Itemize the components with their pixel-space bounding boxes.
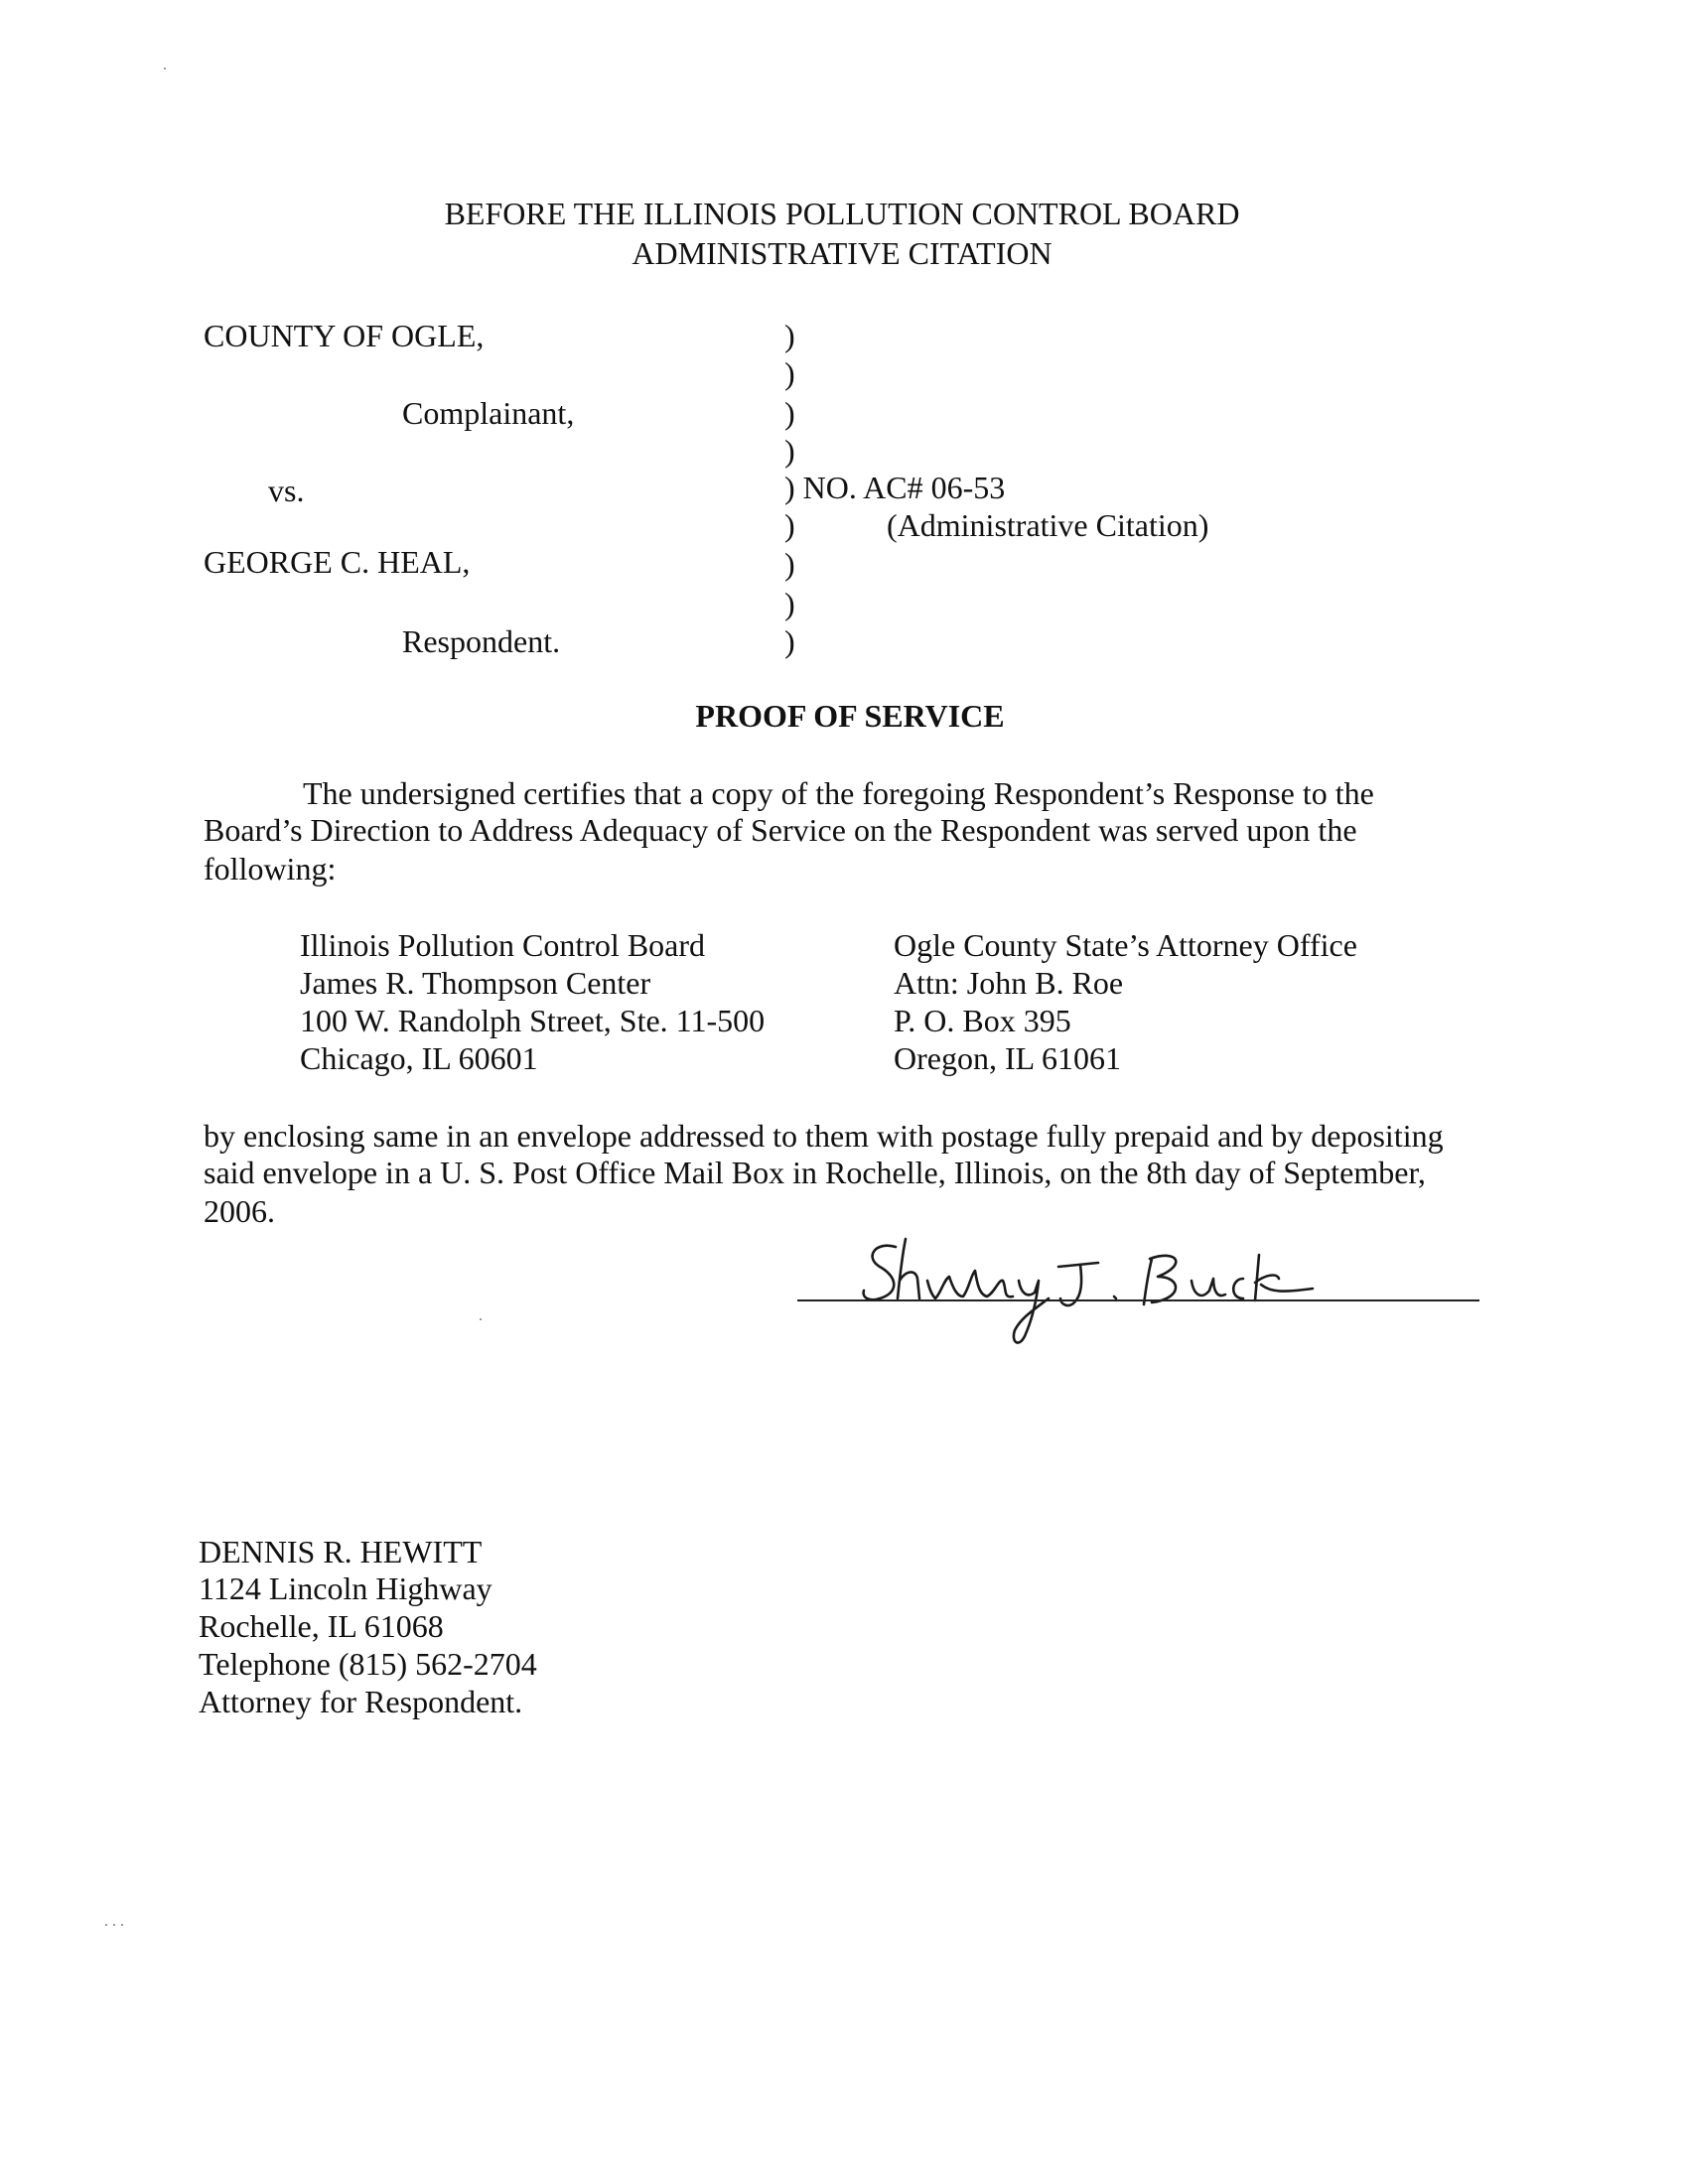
signature-line (797, 1299, 1479, 1301)
complainant-role: Complainant, (402, 395, 575, 431)
scan-speck (113, 1924, 115, 1926)
document-title: PROOF OF SERVICE (695, 698, 1005, 734)
recipient-2-line: Oregon, IL 61061 (894, 1040, 1121, 1076)
scan-speck (121, 1924, 123, 1926)
attorney-role: Attorney for Respondent. (199, 1684, 523, 1719)
case-type: (Administrative Citation) (887, 507, 1209, 543)
caption-bracket: ) (784, 433, 795, 469)
closing-line: by enclosing same in an envelope addressed to them with postage fully prepaid and by depositing (204, 1118, 1444, 1154)
attorney-phone: Telephone (815) 562-2704 (199, 1646, 537, 1682)
versus-label: vs. (268, 473, 305, 508)
respondent-name: GEORGE C. HEAL, (204, 544, 471, 580)
intro-line: following: (204, 851, 337, 887)
recipient-1-line: James R. Thompson Center (300, 965, 651, 1001)
recipient-2-line: Ogle County State’s Attorney Office (894, 927, 1357, 963)
attorney-city: Rochelle, IL 61068 (199, 1608, 444, 1644)
scan-speck (480, 1318, 482, 1320)
handwritten-signature (854, 1219, 1410, 1358)
recipient-2-line: P. O. Box 395 (894, 1003, 1071, 1038)
intro-line: Board’s Direction to Address Adequacy of Service on the Respondent was served upon the (204, 812, 1357, 848)
caption-bracket: ) (784, 395, 795, 431)
citation-heading: ADMINISTRATIVE CITATION (632, 235, 1052, 271)
closing-line: said envelope in a U. S. Post Office Mail Box in Rochelle, Illinois, on the 8th day of September, (204, 1155, 1426, 1190)
attorney-street: 1124 Lincoln Highway (199, 1570, 492, 1606)
caption-bracket: ) (784, 507, 795, 543)
caption-bracket: ) (784, 623, 795, 659)
caption-bracket: ) (784, 546, 795, 582)
caption-bracket: ) (784, 355, 795, 391)
attorney-name: DENNIS R. HEWITT (199, 1534, 483, 1570)
complainant-name: COUNTY OF OGLE, (204, 318, 485, 353)
respondent-role: Respondent. (402, 623, 561, 659)
closing-line: 2006. (204, 1193, 275, 1229)
board-heading: BEFORE THE ILLINOIS POLLUTION CONTROL BOARD (444, 196, 1240, 231)
recipient-1-line: 100 W. Randolph Street, Ste. 11-500 (300, 1003, 766, 1038)
scan-speck (164, 68, 166, 69)
caption-bracket: ) (784, 318, 795, 353)
recipient-2-line: Attn: John B. Roe (894, 965, 1124, 1001)
scan-speck (105, 1924, 107, 1926)
recipient-1-line: Illinois Pollution Control Board (300, 927, 706, 963)
case-number: ) NO. AC# 06-53 (784, 470, 1006, 505)
caption-bracket: ) (784, 586, 795, 621)
intro-line: The undersigned certifies that a copy of the foregoing Respondent’s Response to the (303, 775, 1374, 811)
recipient-1-line: Chicago, IL 60601 (300, 1040, 538, 1076)
